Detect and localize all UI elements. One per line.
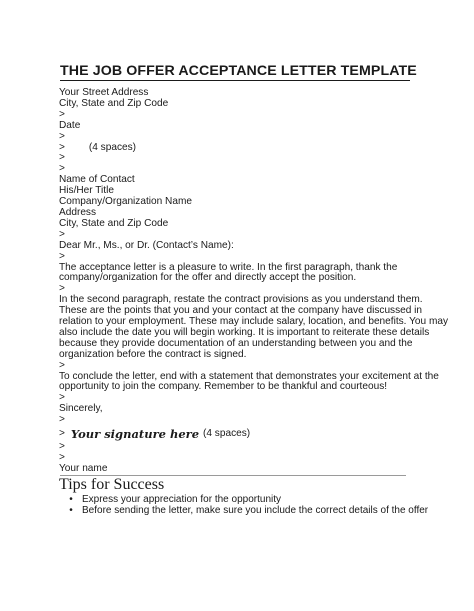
spacer-marker: >	[59, 163, 65, 175]
spacer-marker: >	[59, 108, 65, 120]
paragraph-line: To conclude the letter, end with a statement that demonstrates your excitement at the	[59, 370, 439, 382]
tips-list	[60, 494, 460, 516]
spacer-marker: >	[59, 228, 65, 240]
spacer-marker: >	[59, 441, 65, 453]
date-line: Date	[59, 119, 81, 131]
paragraph-line: opportunity to join the company. Remember to be thankful and courteous!	[59, 381, 388, 393]
spacer-marker: >	[59, 359, 65, 371]
spacer-with-note	[59, 143, 419, 154]
paragraph-line: The acceptance letter is a pleasure to write. In the first paragraph, thank the	[59, 261, 398, 273]
tip-text: Before sending the letter, make sure you include the correct details of the offer	[82, 505, 429, 516]
list-item	[60, 505, 460, 516]
street-address: Your Street Address	[59, 87, 149, 98]
spacer-marker: >	[59, 392, 65, 404]
bullet-icon: •	[69, 494, 73, 505]
company-address: Address	[59, 206, 97, 218]
spaces-note: (4 spaces)	[88, 141, 137, 153]
paragraph-line: relation to your employment. These may include salary, location, and benefits. You may	[59, 316, 449, 328]
signature-line	[59, 426, 419, 442]
sender-name: Your name	[59, 462, 108, 474]
spacer-marker: >	[59, 427, 65, 439]
title-underline	[60, 80, 410, 81]
company-name: Company/Organization Name	[59, 196, 192, 208]
salutation: Dear Mr., Ms., or Dr. (Contact’s Name):	[59, 239, 234, 251]
closing: Sincerely,	[59, 403, 103, 415]
spacer-marker: >	[59, 414, 65, 426]
paragraph-line: In the second paragraph, restate the contract provisions as you understand them.	[59, 294, 423, 306]
bullet-icon: •	[69, 505, 73, 516]
contact-name: Name of Contact	[59, 174, 135, 186]
spacer-marker: >	[59, 250, 65, 262]
company-city-state-zip: City, State and Zip Code	[59, 217, 169, 229]
paragraph-line: organization before the contract is signed.	[59, 348, 247, 360]
spacer-marker: >	[59, 130, 65, 142]
paragraph-line: also include the date you will begin working. It is important to reiterate these details	[59, 326, 430, 338]
city-state-zip: City, State and Zip Code	[59, 97, 169, 109]
spacer-marker: >	[59, 283, 65, 295]
tip-text: Express your appreciation for the opportunity	[82, 494, 281, 505]
list-item	[60, 494, 460, 505]
tips-heading: Tips for Success	[59, 476, 165, 493]
signature-note: (4 spaces)	[203, 427, 251, 439]
spacer-marker: >	[59, 141, 65, 153]
page-title: THE JOB OFFER ACCEPTANCE LETTER TEMPLATE	[60, 63, 417, 79]
paragraph-line: because they provide documentation of an understanding between you and the	[59, 337, 413, 349]
paragraph-line: company/organization for the offer and directly accept the position.	[59, 272, 357, 284]
paragraph-line: These are the points that you and your contact at the company have discussed in	[59, 305, 423, 317]
signature: Your signature here	[70, 426, 200, 441]
letter-body	[59, 87, 449, 475]
contact-title: His/Her Title	[59, 185, 114, 197]
spacer-marker: >	[59, 152, 65, 164]
spacer-marker: >	[59, 452, 65, 463]
